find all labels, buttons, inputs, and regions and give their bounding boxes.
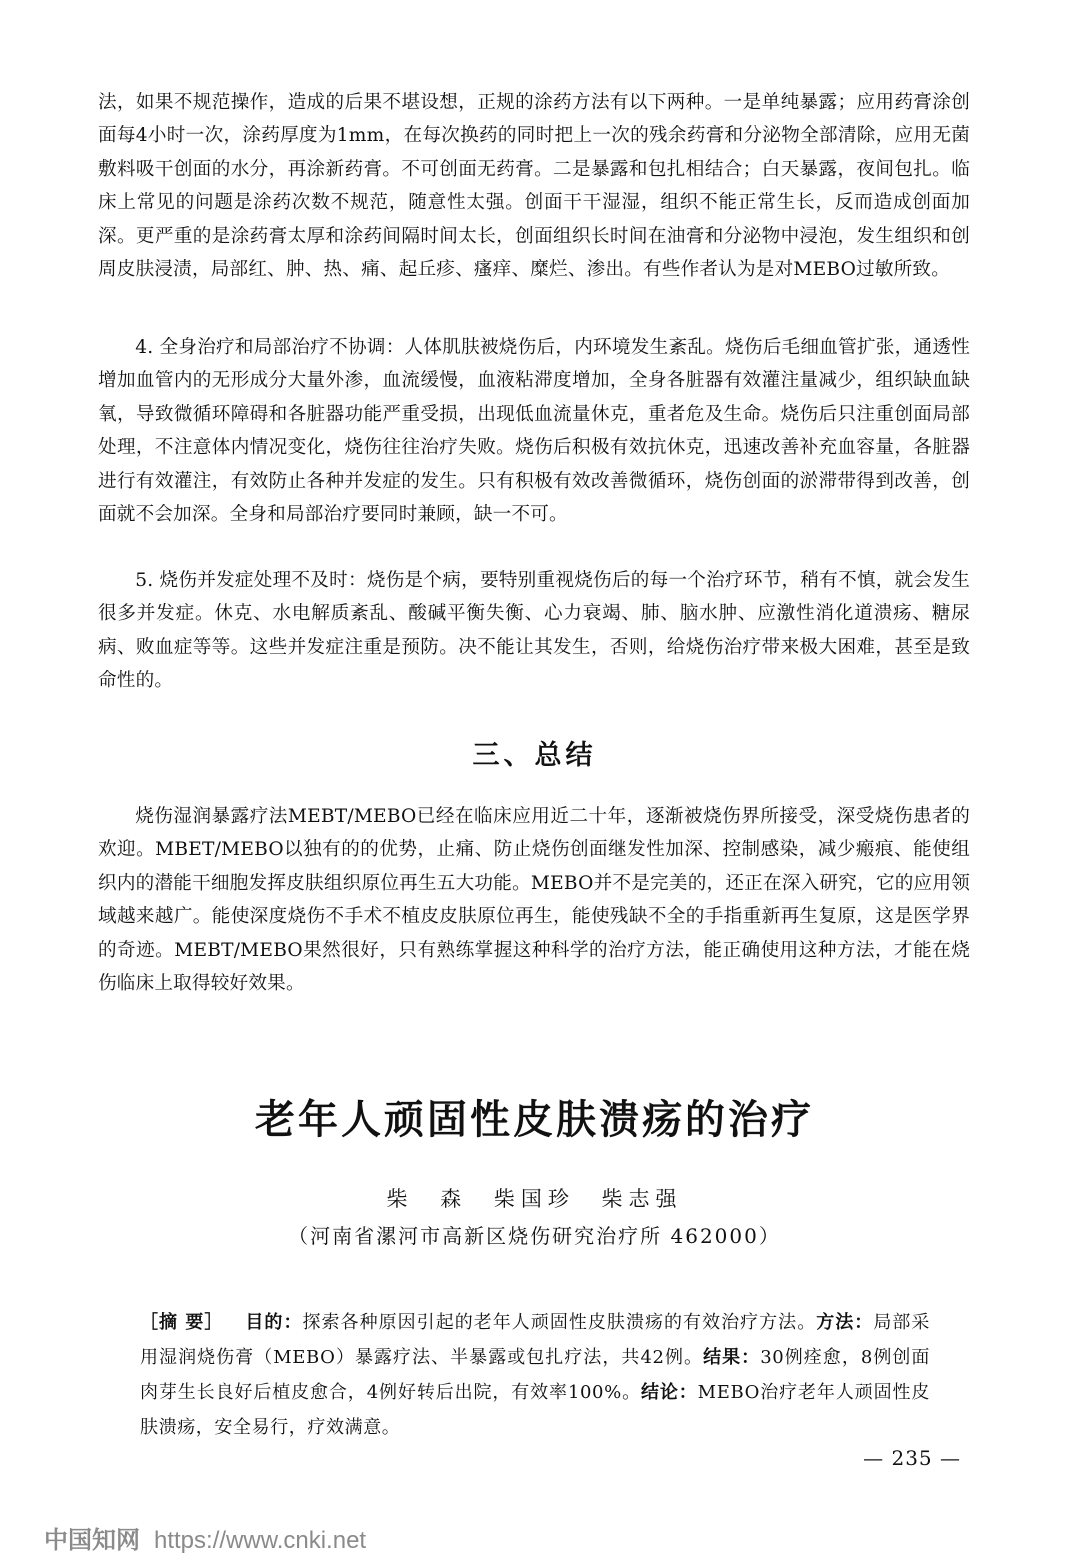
conclusion-text: MEBO治疗老年人顽固性皮肤溃疡，安全易行，疗效满意。	[140, 1382, 930, 1438]
body-paragraph: 法，如果不规范操作，造成的后果不堪设想，正规的涂药方法有以下两种。一是单纯暴露；应用药膏涂创面每4小时一次，涂药厚度为1mm，在每次换药的同时把上一次的残余药膏和分泌物全部清除，应用无菌敷料吸干创面的水分，再涂新药膏。不可创面无药膏。二是暴露和包扎相结合；白天暴露，夜间包扎。临床上常见的问题是涂药次数不规范，随意性太强。创面干干湿湿，组织不能正常生长，反而造成创面加深。更严重的是涂药膏太厚和涂药间隔时间太长，创面组织长时间在油膏和分泌物中浸泡，发生组织和创周皮肤浸渍，局部红、肿、热、痛、起丘疹、瘙痒、糜烂、渗出。有些作者认为是对MEBO过敏所致。	[98, 92, 970, 281]
section-heading: 三、总结	[472, 740, 597, 771]
article-authors: 柴 森 柴国珍 柴志强	[386, 1187, 683, 1211]
article-affiliation: （河南省漯河市高新区烧伤研究治疗所 462000）	[288, 1224, 781, 1248]
watermark-url-link[interactable]: https://www.cnki.net	[154, 1527, 367, 1554]
result-text: 30例痊愈，8例创面肉芽生长良好后植皮愈合，4例好转后出院，有效率100%。	[140, 1347, 931, 1403]
objective-label: 目的：	[245, 1312, 303, 1333]
page-number: — 235 —	[863, 1446, 961, 1470]
abstract	[140, 1305, 930, 1445]
abstract-tag: ［摘 要］	[140, 1312, 224, 1333]
cnki-watermark[interactable]	[44, 1520, 366, 1555]
watermark-brand: 中国知网	[44, 1526, 140, 1554]
body-paragraph: 4. 全身治疗和局部治疗不协调：人体肌肤被烧伤后，内环境发生紊乱。烧伤后毛细血管扩张，通透性增加血管内的无形成分大量外渗，血流缓慢，血液粘滞度增加，全身各脏器有效灌注量减少，组织缺血缺氧，导致微循环障碍和各脏器功能严重受损，出现低血流量休克，重者危及生命。烧伤后只注重创面局部处理，不注意体内情况变化，烧伤往往治疗失败。烧伤后积极有效抗休克，迅速改善补充血容量，各脏器进行有效灌注，有效防止各种并发症的发生。只有积极有效改善微循环，烧伤创面的淤滞带得到改善，创面就不会加深。全身和局部治疗要同时兼顾，缺一不可。	[98, 337, 970, 526]
article-title: 老年人顽固性皮肤溃疡的治疗	[255, 1097, 814, 1143]
body-paragraph: 5. 烧伤并发症处理不及时：烧伤是个病，要特别重视烧伤后的每一个治疗环节，稍有不慎，就会发生很多并发症。休克、水电解质紊乱、酸碱平衡失衡、心力衰竭、肺、脑水肿、应激性消化道溃疡、糖尿病、败血症等等。这些并发症注重是预防。决不能让其发生，否则，给烧伤治疗带来极大困难，甚至是致命性的。	[98, 570, 970, 692]
method-label: 方法：	[816, 1312, 874, 1333]
result-label: 结果：	[703, 1347, 761, 1368]
conclusion-label: 结论：	[640, 1382, 698, 1403]
summary-paragraph: 烧伤湿润暴露疗法MEBT/MEBO已经在临床应用近二十年，逐渐被烧伤界所接受，深受烧伤患者的欢迎。MBET/MEBO以独有的的优势，止痛、防止烧伤创面继发性加深、控制感染，减少瘢痕、能使组织内的潜能干细胞发挥皮肤组织原位再生五大功能。MEBO并不是完美的，还正在深入研究，它的应用领域越来越广。能使深度烧伤不手术不植皮皮肤原位再生，能使残缺不全的手指重新再生复原，这是医学界的奇迹。MEBT/MEBO果然很好，只有熟练掌握这种科学的治疗方法，能正确使用这种方法，才能在烧伤临床上取得较好效果。	[98, 806, 970, 995]
objective-text: 探索各种原因引起的老年人顽固性皮肤溃疡的有效治疗方法。	[302, 1312, 817, 1333]
method-text: 局部采用湿润烧伤膏（MEBO）暴露疗法、半暴露或包扎疗法，共42例。	[140, 1312, 930, 1368]
